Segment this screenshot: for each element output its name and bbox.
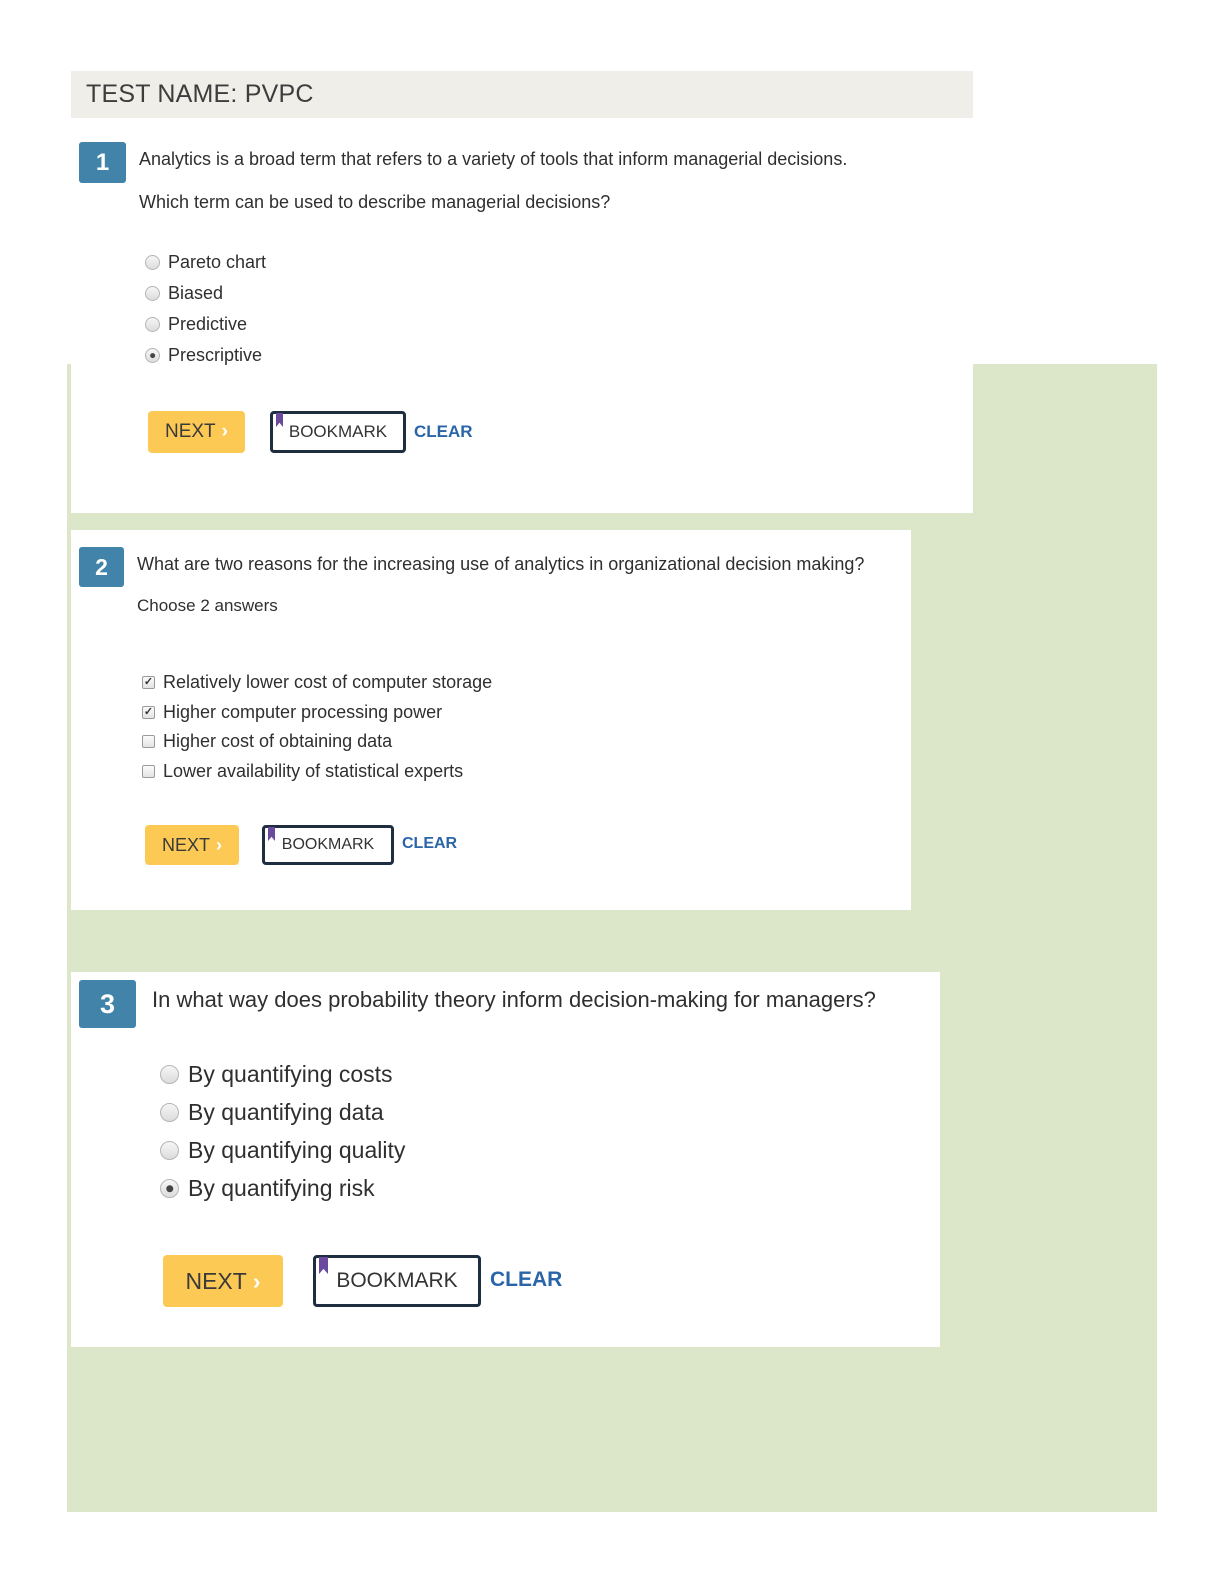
bookmark-flag-icon bbox=[276, 413, 283, 427]
question-3-bookmark-button[interactable] bbox=[313, 1255, 481, 1307]
question-1-text: Analytics is a broad term that refers to a variety of tools that inform managerial decisions. bbox=[139, 149, 848, 169]
question-1-option-3[interactable] bbox=[145, 314, 247, 335]
radio-button[interactable] bbox=[145, 286, 160, 301]
question-2-number-badge: 2 bbox=[79, 547, 124, 587]
chevron-right-icon: › bbox=[216, 834, 222, 855]
next-label: NEXT bbox=[164, 421, 216, 442]
question-2-option-1[interactable] bbox=[142, 672, 492, 693]
option-label: By quantifying data bbox=[188, 1099, 384, 1125]
option-label: Higher computer processing power bbox=[163, 702, 443, 722]
chevron-right-icon: › bbox=[252, 1267, 261, 1294]
question-3-number-badge: 3 bbox=[79, 980, 136, 1028]
option-label: Predictive bbox=[168, 314, 248, 334]
question-2-option-4[interactable] bbox=[142, 761, 463, 782]
radio-button[interactable] bbox=[145, 255, 160, 270]
question-2-next-button[interactable] bbox=[145, 825, 239, 865]
checkbox[interactable] bbox=[142, 735, 155, 748]
next-label: NEXT bbox=[185, 1267, 247, 1294]
test-name-header bbox=[71, 71, 973, 118]
bookmark-label: BOOKMARK bbox=[281, 836, 375, 853]
question-3-option-3[interactable] bbox=[160, 1137, 405, 1164]
option-label: By quantifying quality bbox=[188, 1137, 406, 1163]
radio-button[interactable] bbox=[145, 317, 160, 332]
bookmark-flag-icon bbox=[319, 1257, 328, 1274]
question-1-number-badge: 1 bbox=[79, 142, 126, 183]
checkbox-checked[interactable]: ✓ bbox=[143, 706, 154, 718]
option-label: Pareto chart bbox=[168, 252, 267, 272]
checkbox-checked[interactable]: ✓ bbox=[143, 676, 154, 688]
question-2-clear-button[interactable]: CLEAR bbox=[402, 835, 458, 852]
test-name-title: TEST NAME: PVPC bbox=[86, 80, 314, 108]
radio-button[interactable] bbox=[160, 1103, 179, 1122]
question-2-text: What are two reasons for the increasing use of analytics in organizational decision making? bbox=[137, 554, 865, 574]
bookmark-flag-icon bbox=[268, 827, 275, 841]
question-1-option-1[interactable] bbox=[145, 252, 266, 273]
question-2-option-2[interactable] bbox=[142, 702, 442, 723]
question-3-option-4[interactable] bbox=[160, 1175, 375, 1202]
question-3-text: In what way does probability theory inform decision-making for managers? bbox=[152, 987, 876, 1012]
question-3-next-button[interactable] bbox=[163, 1255, 283, 1307]
option-label: Prescriptive bbox=[168, 345, 263, 365]
question-3-option-2[interactable] bbox=[160, 1099, 384, 1126]
question-2-bookmark-button[interactable] bbox=[262, 825, 394, 865]
chevron-right-icon: › bbox=[221, 421, 228, 442]
question-1-clear-button[interactable]: CLEAR bbox=[414, 422, 473, 441]
option-label: Higher cost of obtaining data bbox=[163, 731, 393, 751]
radio-button-selected[interactable] bbox=[160, 1179, 179, 1198]
question-2-subtext: Choose 2 answers bbox=[137, 596, 278, 615]
option-label: By quantifying risk bbox=[188, 1175, 375, 1201]
option-label: Relatively lower cost of computer storage bbox=[163, 672, 493, 692]
option-label: Lower availability of statistical experts bbox=[163, 761, 464, 781]
checkbox[interactable] bbox=[142, 765, 155, 778]
question-3-option-1[interactable] bbox=[160, 1061, 393, 1088]
bookmark-label: BOOKMARK bbox=[336, 1269, 458, 1292]
option-label: By quantifying costs bbox=[188, 1061, 393, 1087]
question-1-bookmark-button[interactable] bbox=[270, 411, 406, 453]
question-3-clear-button[interactable]: CLEAR bbox=[490, 1268, 563, 1291]
question-1-subtext: Which term can be used to describe managerial decisions? bbox=[139, 192, 611, 212]
option-label: Biased bbox=[168, 283, 224, 303]
question-1-next-button[interactable] bbox=[148, 411, 245, 453]
question-1-option-4[interactable] bbox=[145, 345, 262, 366]
radio-button[interactable] bbox=[160, 1141, 179, 1160]
radio-button[interactable] bbox=[160, 1065, 179, 1084]
question-2-option-3[interactable] bbox=[142, 731, 392, 752]
question-1-option-2[interactable] bbox=[145, 283, 223, 304]
radio-button-selected[interactable] bbox=[145, 348, 160, 363]
next-label: NEXT bbox=[161, 834, 210, 855]
bookmark-label: BOOKMARK bbox=[288, 422, 388, 441]
